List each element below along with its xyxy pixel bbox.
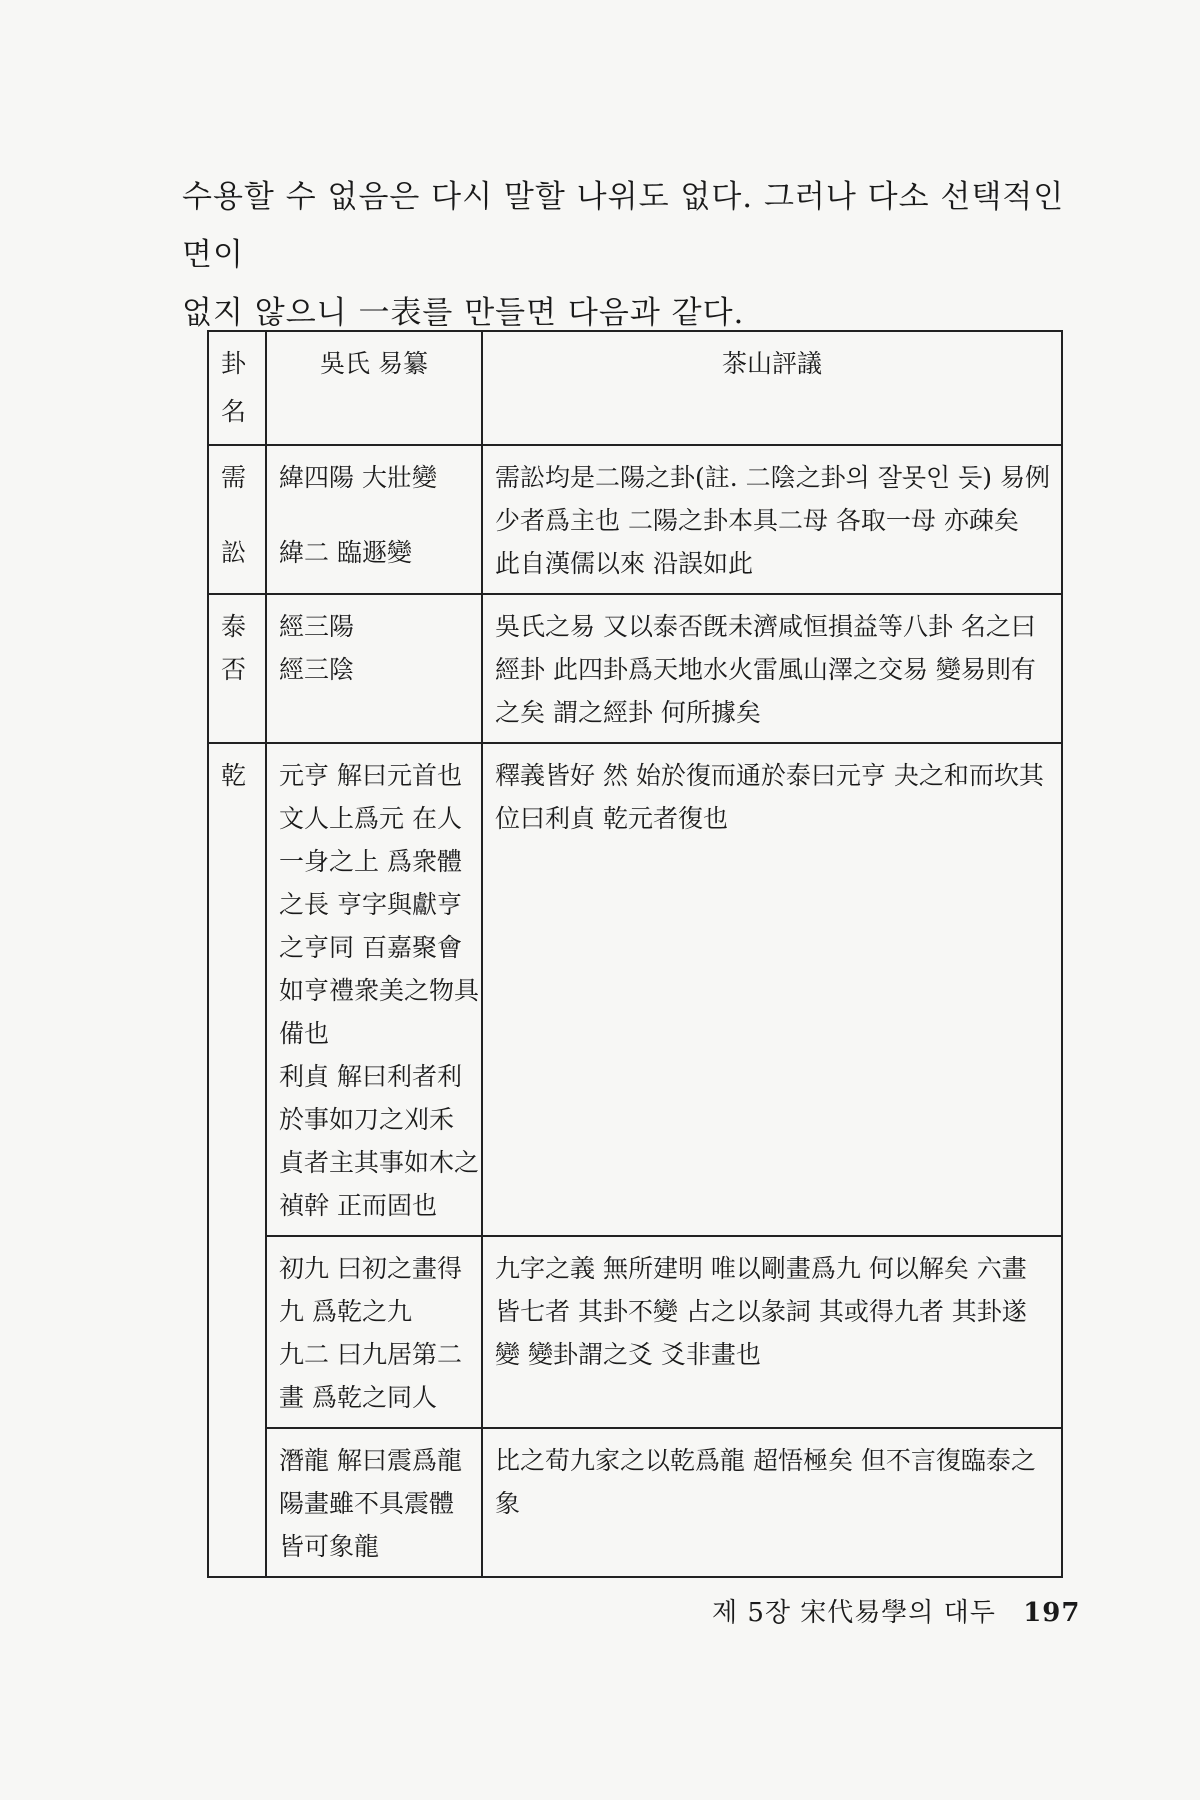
- table-header-row: [208, 331, 1062, 445]
- intro-line-2: 없지 않으니 一表를 만들면 다음과 같다.: [182, 295, 745, 331]
- wu-text-line: 之亨同 百嘉聚會: [279, 933, 462, 962]
- wu-text-line: 潛龍 解曰震爲龍: [279, 1446, 462, 1475]
- table-row: [208, 743, 1062, 1236]
- table-row: [208, 1428, 1062, 1577]
- wu-text-line: 利貞 解曰利者利: [279, 1062, 462, 1091]
- comparison-table: [207, 330, 1063, 1578]
- hexagram-name: 乾: [221, 761, 247, 790]
- wu-text-line: 初九 曰初之畫得: [279, 1254, 462, 1283]
- table-row: [208, 1236, 1062, 1428]
- wu-text-line: 陽畫雖不具震體: [279, 1489, 455, 1518]
- wu-cell: [266, 1428, 482, 1577]
- wu-text-line: 皆可象龍: [279, 1532, 380, 1561]
- chapter-title: 제 5장 宋代易學의 대두: [712, 1598, 996, 1628]
- wu-text-line: 九 爲乾之九: [279, 1297, 412, 1326]
- dasan-cell: 九字之義 無所建明 唯以剛畫爲九 何以解矣 六畫皆七者 其卦不變 占之以彖詞 其或得九者 其卦遂變 變卦謂之爻 爻非畫也: [482, 1236, 1062, 1428]
- page-number: 197: [1023, 1598, 1081, 1628]
- wu-text-line: 一身之上 爲衆體: [279, 847, 462, 876]
- hexagram-cell: [208, 743, 266, 1577]
- running-footer: [712, 1592, 1080, 1629]
- dasan-cell: 吳氏之易 又以泰否旣未濟咸恒損益等八卦 名之曰經卦 此四卦爲天地水火雷風山澤之交易 變易則有之矣 謂之經卦 何所據矣: [482, 594, 1062, 743]
- dasan-cell: 釋義皆好 然 始於復而通於泰曰元亨 夬之和而坎其位曰利貞 乾元者復也: [482, 743, 1062, 1236]
- hexagram-cell: [208, 445, 266, 594]
- header-hexagram-name: 卦 名: [208, 331, 266, 445]
- table-row: [208, 445, 1062, 594]
- wu-text-line: 文人上爲元 在人: [279, 804, 462, 833]
- wu-text-line: 元亨 解曰元首也: [279, 761, 462, 790]
- wu-text-line: 緯四陽 大壯變: [279, 463, 437, 492]
- wu-cell: [266, 743, 482, 1236]
- dasan-cell: 需訟均是二陽之卦(註. 二陰之卦의 잘못인 듯) 易例少者爲主也 二陽之卦本具二母 各取一母 亦疎矣 此自漢儒以來 沿誤如此: [482, 445, 1062, 594]
- wu-text-line: 經三陽: [279, 612, 355, 641]
- wu-text-line: 緯二 臨遯變: [279, 538, 412, 567]
- hexagram-name: 訟: [221, 538, 247, 567]
- wu-cell: [266, 594, 482, 743]
- intro-paragraph: [182, 168, 1082, 342]
- wu-text-line: 於事如刀之刈禾: [279, 1105, 455, 1134]
- wu-text-line: 之長 亨字與獻亨: [279, 890, 462, 919]
- wu-text-line: 經三陰: [279, 655, 355, 684]
- wu-text-line: 畫 爲乾之同人: [279, 1383, 437, 1412]
- dasan-cell: 比之荀九家之以乾爲龍 超悟極矣 但不言復臨泰之象: [482, 1428, 1062, 1577]
- wu-text-line: 貞者主其事如木之: [279, 1148, 480, 1177]
- wu-text-line: 如亨禮衆美之物具: [279, 976, 480, 1005]
- header-dasan-review: 茶山評議: [482, 331, 1062, 445]
- header-wu-yizuan: 吳氏 易纂: [266, 331, 482, 445]
- intro-line-1: 수용할 수 없음은 다시 말할 나위도 없다. 그러나 다소 선택적인 면이: [182, 179, 1065, 273]
- hexagram-name: 需: [221, 463, 247, 492]
- table-row: [208, 594, 1062, 743]
- hexagram-name: 否: [221, 655, 247, 684]
- hexagram-name: 泰: [221, 612, 247, 641]
- wu-cell: [266, 1236, 482, 1428]
- wu-text-line: 備也: [279, 1019, 330, 1048]
- wu-text-line: 九二 曰九居第二: [279, 1340, 462, 1369]
- wu-cell: [266, 445, 482, 594]
- wu-text-line: 禎幹 正而固也: [279, 1191, 437, 1220]
- hexagram-cell: [208, 594, 266, 743]
